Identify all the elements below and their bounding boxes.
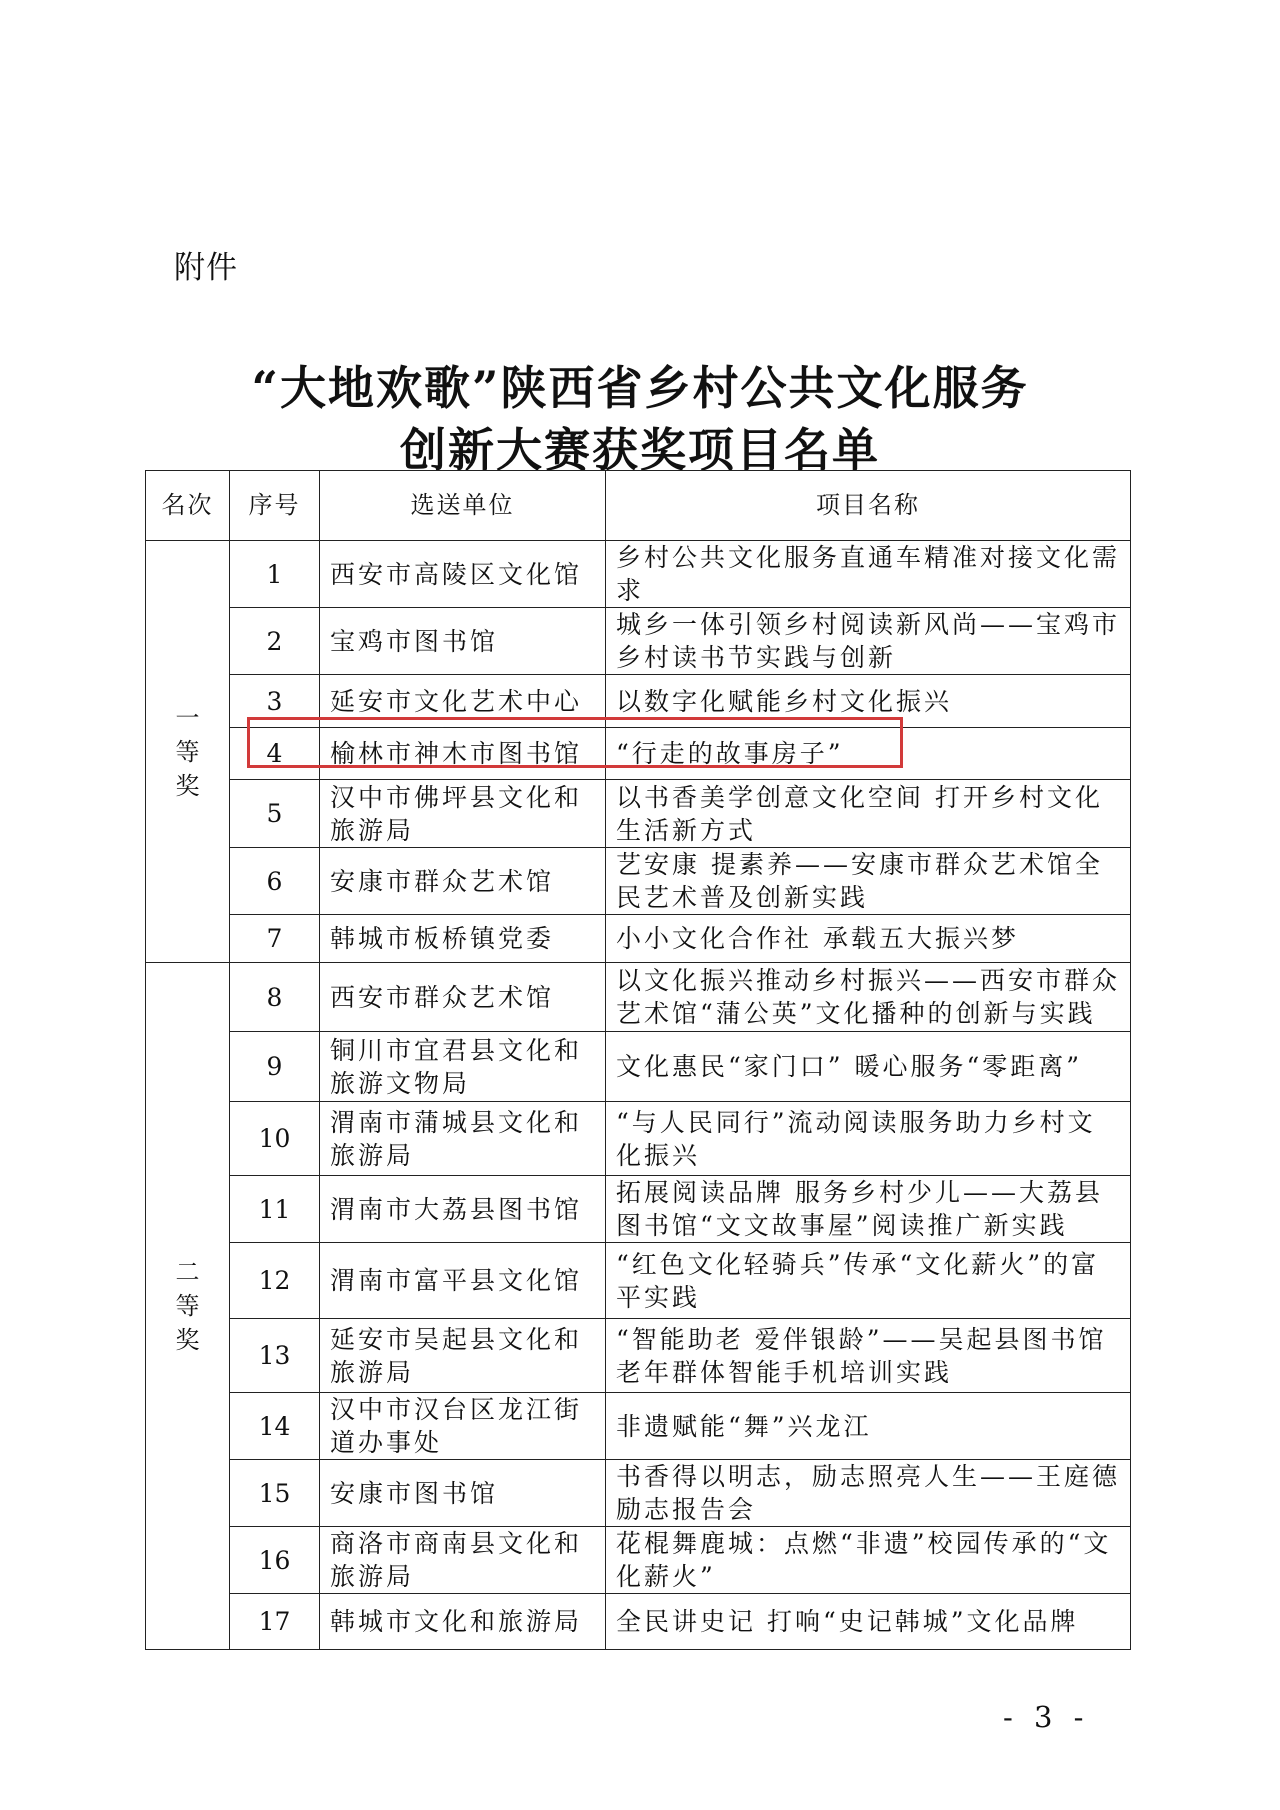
- unit-cell: 渭南市富平县文化馆: [320, 1243, 606, 1319]
- unit-cell: 安康市图书馆: [320, 1460, 606, 1527]
- project-cell: “智能助老 爱伴银龄”——吴起县图书馆老年群体智能手机培训实践: [606, 1319, 1131, 1393]
- table-row: [146, 1102, 1131, 1176]
- rank-label: 一等奖: [175, 703, 200, 800]
- document-title-line-1: “大地欢歌”陕西省乡村公共文化服务: [251, 361, 1029, 415]
- project-cell: 全民讲史记 打响“史记韩城”文化品牌: [606, 1594, 1131, 1650]
- unit-cell: 韩城市板桥镇党委: [320, 915, 606, 963]
- table-row: [146, 1319, 1131, 1393]
- unit-cell: 商洛市商南县文化和旅游局: [320, 1527, 606, 1594]
- project-cell: “红色文化轻骑兵”传承“文化薪火”的富平实践: [606, 1243, 1131, 1319]
- unit-cell: 榆林市神木市图书馆: [320, 728, 606, 780]
- rank-cell-second-prize: [146, 963, 230, 1650]
- row-number: 7: [230, 915, 320, 963]
- unit-cell: 安康市群众艺术馆: [320, 848, 606, 915]
- table-row: [146, 608, 1131, 675]
- row-number: 2: [230, 608, 320, 675]
- row-number: 9: [230, 1032, 320, 1102]
- table-row: [146, 1176, 1131, 1243]
- row-number: 1: [230, 541, 320, 608]
- project-cell: 小小文化合作社 承载五大振兴梦: [606, 915, 1131, 963]
- unit-cell: 渭南市蒲城县文化和旅游局: [320, 1102, 606, 1176]
- row-number: 13: [230, 1319, 320, 1393]
- row-number: 17: [230, 1594, 320, 1650]
- table-row: [146, 1460, 1131, 1527]
- project-cell: 拓展阅读品牌 服务乡村少儿——大荔县图书馆“文文故事屋”阅读推广新实践: [606, 1176, 1131, 1243]
- attachment-label: 附件: [174, 250, 238, 286]
- project-cell: “与人民同行”流动阅读服务助力乡村文化振兴: [606, 1102, 1131, 1176]
- project-cell: 文化惠民“家门口” 暖心服务“零距离”: [606, 1032, 1131, 1102]
- highlight-box-row-4: [247, 717, 903, 768]
- column-header-rank: 名次: [146, 471, 230, 541]
- page-number: - 3 -: [1003, 1700, 1090, 1734]
- row-number: 4: [230, 728, 320, 780]
- unit-cell: 汉中市佛坪县文化和旅游局: [320, 780, 606, 848]
- project-cell: 花棍舞鹿城：点燃“非遗”校园传承的“文化薪火”: [606, 1527, 1131, 1594]
- project-cell: 城乡一体引领乡村阅读新风尚——宝鸡市乡村读书节实践与创新: [606, 608, 1131, 675]
- unit-cell: 延安市文化艺术中心: [320, 675, 606, 728]
- table-row: [146, 1243, 1131, 1319]
- table-row: [146, 848, 1131, 915]
- table-row: [146, 541, 1131, 608]
- unit-cell: 西安市群众艺术馆: [320, 963, 606, 1032]
- unit-cell: 宝鸡市图书馆: [320, 608, 606, 675]
- table-header-row: [146, 471, 1131, 541]
- project-cell: 以书香美学创意文化空间 打开乡村文化生活新方式: [606, 780, 1131, 848]
- table-row: [146, 963, 1131, 1032]
- table-row: [146, 1594, 1131, 1650]
- rank-cell-first-prize: [146, 541, 230, 963]
- table-row: [146, 1032, 1131, 1102]
- unit-cell: 铜川市宜君县文化和旅游文物局: [320, 1032, 606, 1102]
- column-header-unit: 选送单位: [320, 471, 606, 541]
- column-header-number: 序号: [230, 471, 320, 541]
- row-number: 16: [230, 1527, 320, 1594]
- project-cell: 书香得以明志，励志照亮人生——王庭德励志报告会: [606, 1460, 1131, 1527]
- project-cell: 乡村公共文化服务直通车精准对接文化需求: [606, 541, 1131, 608]
- project-cell: 非遗赋能“舞”兴龙江: [606, 1393, 1131, 1460]
- row-number: 14: [230, 1393, 320, 1460]
- unit-cell: 西安市高陵区文化馆: [320, 541, 606, 608]
- row-number: 15: [230, 1460, 320, 1527]
- unit-cell: 延安市吴起县文化和旅游局: [320, 1319, 606, 1393]
- rank-label: 二等奖: [175, 1258, 200, 1354]
- awards-table: [145, 470, 1131, 1650]
- project-cell: 艺安康 提素养——安康市群众艺术馆全民艺术普及创新实践: [606, 848, 1131, 915]
- row-number: 10: [230, 1102, 320, 1176]
- unit-cell: 韩城市文化和旅游局: [320, 1594, 606, 1650]
- table-row: [146, 915, 1131, 963]
- document-title-line-2: 创新大赛获奖项目名单: [400, 423, 880, 477]
- project-cell: “行走的故事房子”: [606, 728, 1131, 780]
- unit-cell: 汉中市汉台区龙江街道办事处: [320, 1393, 606, 1460]
- row-number: 3: [230, 675, 320, 728]
- project-cell: 以数字化赋能乡村文化振兴: [606, 675, 1131, 728]
- table-row: [146, 1527, 1131, 1594]
- table-row: [146, 1393, 1131, 1460]
- unit-cell: 渭南市大荔县图书馆: [320, 1176, 606, 1243]
- project-cell: 以文化振兴推动乡村振兴——西安市群众艺术馆“蒲公英”文化播种的创新与实践: [606, 963, 1131, 1032]
- table-row: [146, 780, 1131, 848]
- row-number: 8: [230, 963, 320, 1032]
- column-header-project: 项目名称: [606, 471, 1131, 541]
- row-number: 6: [230, 848, 320, 915]
- row-number: 11: [230, 1176, 320, 1243]
- row-number: 5: [230, 780, 320, 848]
- row-number: 12: [230, 1243, 320, 1319]
